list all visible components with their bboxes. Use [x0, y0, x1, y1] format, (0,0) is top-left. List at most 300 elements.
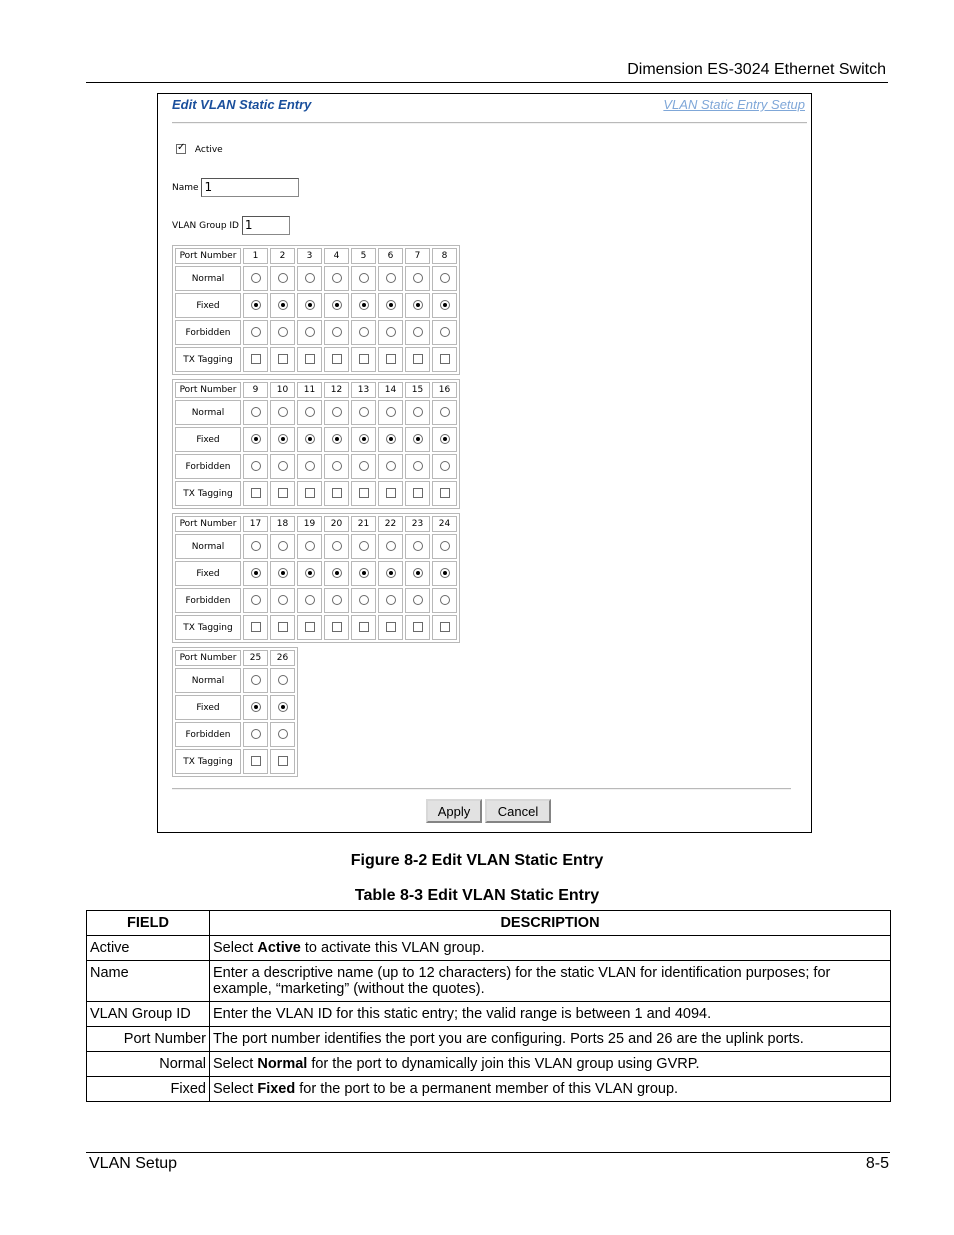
field-cell: Port Number: [87, 1027, 210, 1052]
tx-cell: [378, 615, 403, 640]
tx-tagging-checkbox[interactable]: [251, 756, 261, 766]
forbidden-radio[interactable]: [278, 595, 288, 605]
cancel-button[interactable]: Cancel: [485, 799, 551, 823]
port-number-cell: 12: [324, 382, 349, 398]
normal-cell: [243, 668, 268, 693]
port-number-cell: 4: [324, 248, 349, 264]
tx-tagging-checkbox[interactable]: [386, 354, 396, 364]
port-number-cell: 16: [432, 382, 457, 398]
port-number-cell: 18: [270, 516, 295, 532]
tx-cell: [297, 347, 322, 372]
tx-tagging-checkbox[interactable]: [278, 756, 288, 766]
port-number-cell: 13: [351, 382, 376, 398]
normal-cell: [243, 266, 268, 291]
normal-radio[interactable]: [332, 273, 342, 283]
fixed-radio[interactable]: [278, 300, 288, 310]
fixed-radio[interactable]: [305, 568, 315, 578]
forbidden-radio[interactable]: [251, 595, 261, 605]
fixed-radio[interactable]: [278, 434, 288, 444]
normal-radio[interactable]: [413, 541, 423, 551]
forbidden-cell: [378, 320, 403, 345]
forbidden-radio[interactable]: [386, 327, 396, 337]
forbidden-radio[interactable]: [332, 327, 342, 337]
fixed-radio[interactable]: [278, 702, 288, 712]
fixed-radio[interactable]: [440, 434, 450, 444]
tx-cell: [297, 615, 322, 640]
normal-radio[interactable]: [386, 273, 396, 283]
tx-tagging-checkbox[interactable]: [332, 622, 342, 632]
tx-tagging-checkbox[interactable]: [278, 488, 288, 498]
normal-cell: [297, 400, 322, 425]
tx-cell: [405, 615, 430, 640]
tx-tagging-checkbox[interactable]: [359, 488, 369, 498]
fixed-radio[interactable]: [278, 568, 288, 578]
fixed-radio[interactable]: [305, 300, 315, 310]
port-number-cell: 11: [297, 382, 322, 398]
field-cell: Normal: [87, 1052, 210, 1077]
normal-radio[interactable]: [413, 273, 423, 283]
fixed-radio[interactable]: [332, 568, 342, 578]
fixed-cell: [432, 561, 457, 586]
normal-row: [175, 668, 295, 693]
table-row: [87, 1002, 891, 1027]
forbidden-cell: [351, 454, 376, 479]
fixed-label: Fixed: [175, 427, 241, 452]
forbidden-row: [175, 320, 457, 345]
description-bold: Fixed: [257, 1081, 296, 1097]
forbidden-radio[interactable]: [440, 461, 450, 471]
fixed-cell: [378, 293, 403, 318]
normal-radio[interactable]: [251, 541, 261, 551]
port-number-cell: 1: [243, 248, 268, 264]
active-row: [176, 144, 223, 155]
forbidden-radio[interactable]: [278, 461, 288, 471]
normal-cell: [270, 400, 295, 425]
normal-cell: [243, 400, 268, 425]
description-text: Enter the VLAN ID for this static entry; the valid range is between 1 and 4094.: [213, 1006, 712, 1022]
fixed-radio[interactable]: [332, 300, 342, 310]
normal-radio[interactable]: [386, 541, 396, 551]
port-number-label: Port Number: [175, 248, 241, 264]
field-header: FIELD: [87, 911, 210, 936]
description-cell: [210, 936, 891, 961]
footer-section: VLAN Setup: [89, 1155, 178, 1172]
tx-cell: [324, 481, 349, 506]
name-row: [172, 178, 299, 197]
forbidden-cell: [270, 320, 295, 345]
fixed-cell: [324, 427, 349, 452]
fixed-radio[interactable]: [251, 568, 261, 578]
fixed-cell: [324, 561, 349, 586]
fixed-label: Fixed: [175, 293, 241, 318]
forbidden-label: Forbidden: [175, 454, 241, 479]
tx-tagging-checkbox[interactable]: [305, 622, 315, 632]
forbidden-cell: [297, 588, 322, 613]
tx-tagging-checkbox[interactable]: [386, 622, 396, 632]
forbidden-radio[interactable]: [359, 595, 369, 605]
port-table: [172, 647, 298, 777]
tx-tagging-checkbox[interactable]: [440, 354, 450, 364]
forbidden-cell: [270, 454, 295, 479]
forbidden-cell: [405, 588, 430, 613]
description-text-end: for the port to be a permanent member of this VLAN group.: [295, 1081, 679, 1097]
screen-title: Edit VLAN Static Entry: [172, 97, 312, 112]
fixed-radio[interactable]: [413, 568, 423, 578]
port-number-cell: 17: [243, 516, 268, 532]
tx-tagging-checkbox[interactable]: [305, 354, 315, 364]
forbidden-radio[interactable]: [305, 327, 315, 337]
forbidden-radio[interactable]: [278, 729, 288, 739]
forbidden-cell: [324, 320, 349, 345]
tx-tagging-checkbox[interactable]: [305, 488, 315, 498]
description-text: Select: [213, 940, 258, 956]
forbidden-radio[interactable]: [251, 461, 261, 471]
normal-cell: [432, 266, 457, 291]
tx-cell: [243, 615, 268, 640]
tx-tagging-checkbox[interactable]: [332, 354, 342, 364]
normal-radio[interactable]: [332, 541, 342, 551]
description-cell: [210, 1027, 891, 1052]
description-cell: [210, 961, 891, 1002]
tx-tagging-checkbox[interactable]: [440, 622, 450, 632]
tx-cell: [270, 347, 295, 372]
tx-cell: [351, 615, 376, 640]
tx-cell: [270, 615, 295, 640]
fixed-cell: [243, 561, 268, 586]
tx-tagging-checkbox[interactable]: [359, 622, 369, 632]
fixed-cell: [405, 427, 430, 452]
normal-cell: [432, 534, 457, 559]
normal-radio[interactable]: [305, 273, 315, 283]
fixed-cell: [405, 561, 430, 586]
tx-cell: [351, 481, 376, 506]
port-number-label: Port Number: [175, 382, 241, 398]
port-number-cell: 14: [378, 382, 403, 398]
tx-tagging-checkbox[interactable]: [413, 354, 423, 364]
forbidden-radio[interactable]: [305, 595, 315, 605]
tx-cell: [405, 347, 430, 372]
tx-tagging-checkbox[interactable]: [251, 622, 261, 632]
table-row: [87, 1052, 891, 1077]
port-number-row: [175, 382, 457, 398]
forbidden-radio[interactable]: [359, 327, 369, 337]
normal-cell: [324, 534, 349, 559]
forbidden-row: [175, 588, 457, 613]
forbidden-radio[interactable]: [440, 327, 450, 337]
fixed-radio[interactable]: [440, 568, 450, 578]
fixed-radio[interactable]: [251, 702, 261, 712]
table-caption: Table 8-3 Edit VLAN Static Entry: [354, 887, 600, 904]
tx-tagging-checkbox[interactable]: [413, 488, 423, 498]
description-text: Select: [213, 1056, 258, 1072]
port-number-cell: 25: [243, 650, 268, 666]
normal-cell: [378, 534, 403, 559]
normal-cell: [351, 400, 376, 425]
description-cell: [210, 1077, 891, 1102]
figure-caption: Figure 8-2 Edit VLAN Static Entry: [350, 852, 604, 869]
description-text: Enter a descriptive name (up to 12 characters) for the static VLAN for identification purposes; for example, “marketing” (without the quotes).: [213, 965, 831, 997]
tx-row: [175, 481, 457, 506]
port-number-cell: 19: [297, 516, 322, 532]
tx-tagging-checkbox[interactable]: [413, 622, 423, 632]
tx-cell: [432, 481, 457, 506]
name-field[interactable]: 1: [201, 178, 299, 197]
normal-cell: [351, 266, 376, 291]
fixed-row: [175, 427, 457, 452]
page-footer: [86, 1152, 890, 1172]
fixed-cell: [297, 561, 322, 586]
normal-radio[interactable]: [359, 541, 369, 551]
normal-cell: [270, 668, 295, 693]
port-table: [172, 379, 460, 509]
tx-tagging-checkbox[interactable]: [278, 354, 288, 364]
forbidden-cell: [378, 588, 403, 613]
fixed-cell: [378, 561, 403, 586]
forbidden-cell: [243, 320, 268, 345]
fixed-cell: [324, 293, 349, 318]
tx-tagging-checkbox[interactable]: [332, 488, 342, 498]
field-description-table: [86, 910, 891, 1102]
fixed-radio[interactable]: [440, 300, 450, 310]
description-text: Select: [213, 1081, 258, 1097]
normal-radio[interactable]: [386, 407, 396, 417]
port-number-cell: 9: [243, 382, 268, 398]
port-number-cell: 2: [270, 248, 295, 264]
table-row: [87, 961, 891, 1002]
fixed-cell: [432, 427, 457, 452]
table-body: [87, 936, 891, 1102]
normal-radio[interactable]: [278, 541, 288, 551]
forbidden-radio[interactable]: [413, 461, 423, 471]
normal-radio[interactable]: [278, 273, 288, 283]
fixed-radio[interactable]: [251, 434, 261, 444]
normal-cell: [405, 400, 430, 425]
normal-label: Normal: [175, 400, 241, 425]
tx-row: [175, 347, 457, 372]
forbidden-cell: [243, 588, 268, 613]
fixed-row: [175, 561, 457, 586]
tx-label: TX Tagging: [175, 749, 241, 774]
tx-cell: [324, 347, 349, 372]
tx-tagging-checkbox[interactable]: [278, 622, 288, 632]
normal-cell: [378, 266, 403, 291]
forbidden-cell: [432, 454, 457, 479]
forbidden-radio[interactable]: [332, 595, 342, 605]
forbidden-cell: [405, 320, 430, 345]
port-number-cell: 20: [324, 516, 349, 532]
forbidden-radio[interactable]: [251, 327, 261, 337]
port-number-cell: 15: [405, 382, 430, 398]
fixed-radio[interactable]: [359, 568, 369, 578]
normal-cell: [270, 534, 295, 559]
fixed-cell: [243, 427, 268, 452]
tx-cell: [270, 749, 295, 774]
normal-radio[interactable]: [251, 407, 261, 417]
description-cell: [210, 1002, 891, 1027]
table-row: [87, 1077, 891, 1102]
normal-radio[interactable]: [278, 675, 288, 685]
normal-radio[interactable]: [251, 675, 261, 685]
tx-row: [175, 615, 457, 640]
table-header-row: [87, 911, 891, 936]
normal-radio[interactable]: [440, 541, 450, 551]
normal-cell: [297, 266, 322, 291]
fixed-radio[interactable]: [413, 434, 423, 444]
description-header: DESCRIPTION: [210, 911, 891, 936]
normal-radio[interactable]: [440, 407, 450, 417]
normal-cell: [270, 266, 295, 291]
tx-cell: [270, 481, 295, 506]
tx-cell: [351, 347, 376, 372]
tx-tagging-checkbox[interactable]: [359, 354, 369, 364]
bottom-divider: [172, 788, 791, 790]
normal-radio[interactable]: [251, 273, 261, 283]
forbidden-radio[interactable]: [440, 595, 450, 605]
fixed-radio[interactable]: [359, 300, 369, 310]
fixed-radio[interactable]: [386, 300, 396, 310]
description-text-end: to activate this VLAN group.: [300, 940, 485, 956]
footer-page-number: 8-5: [865, 1155, 889, 1172]
forbidden-label: Forbidden: [175, 722, 241, 747]
fixed-radio[interactable]: [359, 434, 369, 444]
tx-label: TX Tagging: [175, 481, 241, 506]
forbidden-cell: [243, 722, 268, 747]
field-cell: Fixed: [87, 1077, 210, 1102]
fixed-radio[interactable]: [332, 434, 342, 444]
forbidden-row: [175, 454, 457, 479]
name-label: Name: [172, 183, 199, 193]
forbidden-cell: [243, 454, 268, 479]
port-number-row: [175, 516, 457, 532]
forbidden-cell: [351, 588, 376, 613]
forbidden-cell: [432, 588, 457, 613]
fixed-row: [175, 695, 295, 720]
fixed-radio[interactable]: [251, 300, 261, 310]
tx-cell: [297, 481, 322, 506]
fixed-label: Fixed: [175, 695, 241, 720]
normal-cell: [378, 400, 403, 425]
tx-label: TX Tagging: [175, 347, 241, 372]
normal-radio[interactable]: [305, 541, 315, 551]
field-cell: VLAN Group ID: [87, 1002, 210, 1027]
title-divider: [172, 122, 807, 124]
fixed-cell: [432, 293, 457, 318]
description-text-end: for the port to dynamically join this VLAN group using GVRP.: [307, 1056, 700, 1072]
fixed-row: [175, 293, 457, 318]
tx-tagging-checkbox[interactable]: [251, 354, 261, 364]
tx-cell: [243, 749, 268, 774]
apply-button[interactable]: Apply: [426, 799, 482, 823]
tx-tagging-checkbox[interactable]: [386, 488, 396, 498]
port-number-cell: 8: [432, 248, 457, 264]
port-number-row: [175, 248, 457, 264]
normal-row: [175, 400, 457, 425]
active-checkbox[interactable]: [176, 144, 186, 154]
fixed-cell: [297, 293, 322, 318]
normal-cell: [351, 534, 376, 559]
normal-radio[interactable]: [332, 407, 342, 417]
page-header: [86, 58, 888, 83]
tx-cell: [378, 481, 403, 506]
fixed-radio[interactable]: [413, 300, 423, 310]
normal-cell: [405, 266, 430, 291]
port-number-cell: 5: [351, 248, 376, 264]
forbidden-cell: [297, 320, 322, 345]
fixed-cell: [351, 427, 376, 452]
forbidden-radio[interactable]: [413, 327, 423, 337]
normal-cell: [432, 400, 457, 425]
description-text: The port number identifies the port you are configuring. Ports 25 and 26 are the uplink ports.: [213, 1031, 804, 1047]
description-bold: Active: [257, 940, 301, 956]
normal-label: Normal: [175, 534, 241, 559]
port-number-cell: 21: [351, 516, 376, 532]
document-title: Dimension ES-3024 Ethernet Switch: [627, 61, 886, 78]
fixed-cell: [297, 427, 322, 452]
normal-radio[interactable]: [359, 273, 369, 283]
port-number-cell: 3: [297, 248, 322, 264]
tx-tagging-checkbox[interactable]: [440, 488, 450, 498]
vlan-group-id-row: [172, 216, 290, 235]
normal-radio[interactable]: [413, 407, 423, 417]
forbidden-radio[interactable]: [251, 729, 261, 739]
tx-tagging-checkbox[interactable]: [251, 488, 261, 498]
port-table: [172, 245, 460, 375]
forbidden-row: [175, 722, 295, 747]
normal-cell: [324, 266, 349, 291]
fixed-cell: [270, 695, 295, 720]
forbidden-radio[interactable]: [332, 461, 342, 471]
tx-row: [175, 749, 295, 774]
normal-radio[interactable]: [359, 407, 369, 417]
tx-cell: [243, 347, 268, 372]
normal-radio[interactable]: [440, 273, 450, 283]
forbidden-radio[interactable]: [386, 461, 396, 471]
fixed-label: Fixed: [175, 561, 241, 586]
forbidden-cell: [270, 588, 295, 613]
forbidden-radio[interactable]: [386, 595, 396, 605]
fixed-radio[interactable]: [305, 434, 315, 444]
port-number-label: Port Number: [175, 650, 241, 666]
forbidden-cell: [351, 320, 376, 345]
fixed-radio[interactable]: [386, 434, 396, 444]
fixed-cell: [270, 427, 295, 452]
forbidden-radio[interactable]: [278, 327, 288, 337]
vlan-group-id-field[interactable]: 1: [242, 216, 290, 235]
forbidden-radio[interactable]: [359, 461, 369, 471]
port-number-cell: 7: [405, 248, 430, 264]
tx-cell: [243, 481, 268, 506]
port-table: [172, 513, 460, 643]
normal-radio[interactable]: [305, 407, 315, 417]
port-number-cell: 23: [405, 516, 430, 532]
port-number-cell: 24: [432, 516, 457, 532]
field-cell: Name: [87, 961, 210, 1002]
forbidden-radio[interactable]: [305, 461, 315, 471]
forbidden-radio[interactable]: [413, 595, 423, 605]
forbidden-label: Forbidden: [175, 320, 241, 345]
normal-cell: [243, 534, 268, 559]
forbidden-cell: [405, 454, 430, 479]
port-number-cell: 26: [270, 650, 295, 666]
fixed-cell: [243, 293, 268, 318]
normal-radio[interactable]: [278, 407, 288, 417]
tx-cell: [324, 615, 349, 640]
fixed-radio[interactable]: [386, 568, 396, 578]
normal-cell: [324, 400, 349, 425]
port-number-cell: 22: [378, 516, 403, 532]
vlan-static-entry-setup-link[interactable]: VLAN Static Entry Setup: [663, 97, 805, 112]
forbidden-cell: [324, 454, 349, 479]
